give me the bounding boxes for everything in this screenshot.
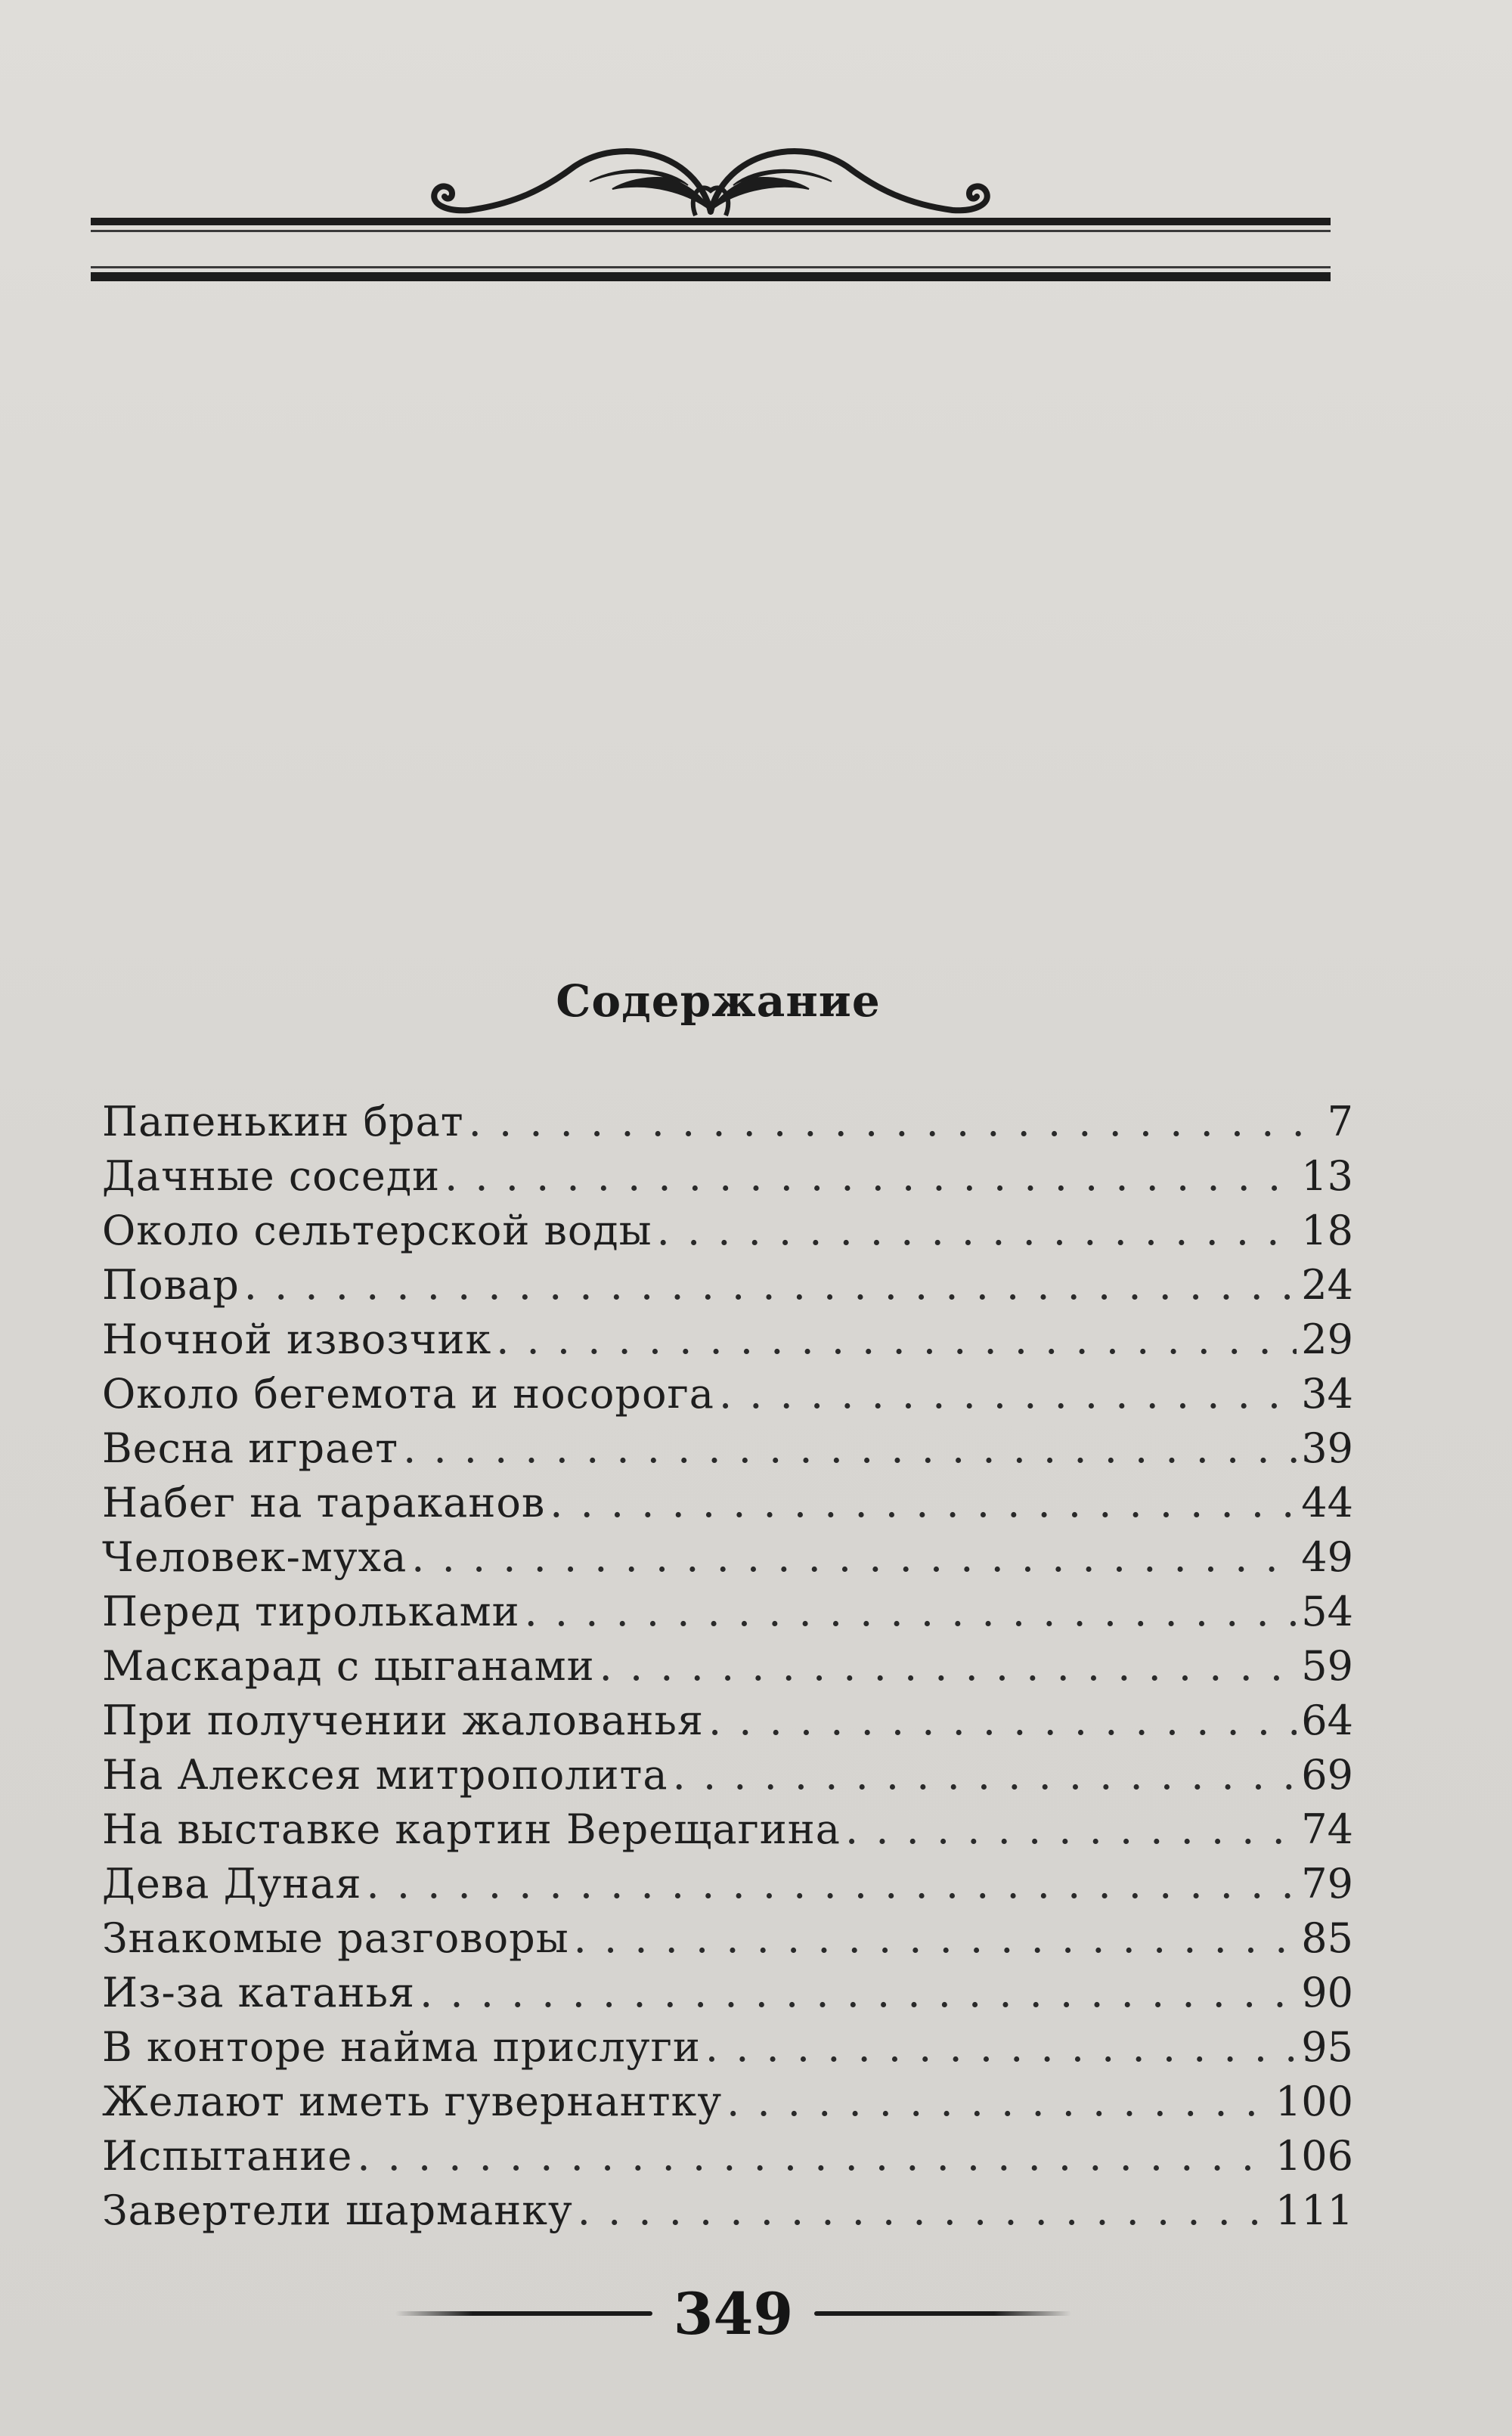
toc-entry-title: Человек-муха: [102, 1533, 407, 1581]
toc-entry-page: 39: [1301, 1424, 1353, 1472]
toc-entry-title: На выставке картин Верещагина: [102, 1805, 841, 1853]
toc-entry-page: 44: [1301, 1479, 1353, 1526]
toc-entry-title: Повар: [102, 1261, 240, 1309]
toc-leader-dots: [357, 2129, 1271, 2183]
toc-entry-page: 59: [1301, 1642, 1353, 1690]
toc-entry-title: Дева Дуная: [102, 1860, 362, 1908]
toc-entry-title: Около бегемота и носорога: [102, 1370, 714, 1418]
toc-entry-title: Перед тирольками: [102, 1588, 520, 1635]
toc-entry-title: Дачные соседи: [102, 1152, 441, 1200]
toc-entry-page: 100: [1275, 2078, 1353, 2125]
footer-rule-right: [814, 2311, 1071, 2316]
toc-leader-dots: [445, 1149, 1297, 1204]
toc-leader-dots: [673, 1748, 1297, 1802]
toc-leader-dots: [496, 1313, 1297, 1367]
toc-leader-dots: [469, 1095, 1303, 1149]
toc-entry-title: Ночной извозчик: [102, 1316, 492, 1363]
toc-entry-page: 7: [1327, 1098, 1353, 1145]
toc-leader-dots: [719, 1367, 1297, 1421]
toc-entry-title: Желают иметь гувернантку: [102, 2078, 723, 2125]
toc-entry-title: Около сельтерской воды: [102, 1207, 652, 1254]
page-title: Содержание: [556, 975, 881, 1027]
toc-entry[interactable]: [102, 1639, 1353, 1694]
toc-leader-dots: [411, 1530, 1297, 1585]
toc-leader-dots: [708, 1694, 1297, 1748]
toc-entry-title: Маскарад с цыганами: [102, 1642, 595, 1690]
toc-entry-page: 29: [1301, 1316, 1353, 1363]
toc-entry[interactable]: [102, 2020, 1353, 2075]
header-rule-bottom: [91, 272, 1331, 281]
toc-entry[interactable]: [102, 1476, 1353, 1530]
toc-leader-dots: [845, 1802, 1297, 1857]
toc-entry-title: Из-за катанья: [102, 1969, 416, 2016]
toc-leader-dots: [578, 2183, 1271, 2238]
toc-entry[interactable]: [102, 1367, 1353, 1421]
toc-leader-dots: [600, 1639, 1297, 1694]
toc-leader-dots: [657, 1204, 1297, 1258]
toc-entry-page: 24: [1301, 1261, 1353, 1309]
toc-leader-dots: [727, 2075, 1271, 2129]
toc-leader-dots: [420, 1966, 1297, 2020]
toc-leader-dots: [525, 1585, 1297, 1639]
toc-entry-page: 111: [1275, 2187, 1353, 2234]
toc-entry-page: 34: [1301, 1370, 1353, 1418]
toc-entry-page: 64: [1301, 1697, 1353, 1744]
toc-entry-page: 85: [1301, 1914, 1353, 1962]
toc-entry[interactable]: [102, 1694, 1353, 1748]
toc-entry-page: 18: [1301, 1207, 1353, 1254]
page-footer: [393, 2276, 1074, 2351]
toc-entry-page: 13: [1301, 1152, 1353, 1200]
toc-entry-page: 69: [1301, 1751, 1353, 1799]
header-rule-top: [91, 218, 1331, 225]
toc-entry[interactable]: [102, 1258, 1353, 1313]
toc-entry[interactable]: [102, 1421, 1353, 1476]
toc-leader-dots: [403, 1421, 1297, 1476]
toc-entry-title: Набег на тараканов: [102, 1479, 546, 1526]
toc-entry[interactable]: [102, 1149, 1353, 1204]
toc-entry[interactable]: [102, 1802, 1353, 1857]
toc-entry[interactable]: [102, 1911, 1353, 1966]
toc-entry-page: 49: [1301, 1533, 1353, 1581]
toc-entry-title: Завертели шарманку: [102, 2187, 573, 2234]
toc-entry[interactable]: [102, 2183, 1353, 2238]
toc-leader-dots: [244, 1258, 1297, 1313]
toc-entry-title: При получении жалованья: [102, 1697, 704, 1744]
toc-entry-page: 106: [1275, 2132, 1353, 2180]
toc-leader-dots: [705, 2020, 1297, 2075]
toc-entry-title: Весна играет: [102, 1424, 399, 1472]
toc-entry-title: В конторе найма прислуги: [102, 2023, 701, 2071]
toc-entry-page: 95: [1301, 2023, 1353, 2071]
toc-entry-page: 90: [1301, 1969, 1353, 2016]
toc-entry[interactable]: [102, 1966, 1353, 2020]
toc-entry[interactable]: [102, 1857, 1353, 1911]
toc-entry[interactable]: [102, 1313, 1353, 1367]
toc-entry[interactable]: [102, 1204, 1353, 1258]
page-number: 349: [673, 2279, 794, 2348]
toc-leader-dots: [550, 1476, 1297, 1530]
header-rule-bottom-thin: [91, 266, 1331, 268]
toc-entry[interactable]: [102, 1095, 1353, 1149]
toc-leader-dots: [367, 1857, 1297, 1911]
toc-entry[interactable]: [102, 1530, 1353, 1585]
header-ornament: [91, 121, 1331, 302]
toc-entry[interactable]: [102, 2075, 1353, 2129]
toc-entry-title: Испытание: [102, 2132, 353, 2180]
toc-entry-page: 54: [1301, 1588, 1353, 1635]
table-of-contents: [102, 1095, 1353, 2238]
toc-entry-title: Папенькин брат: [102, 1098, 464, 1145]
toc-entry-page: 74: [1301, 1805, 1353, 1853]
toc-entry-page: 79: [1301, 1860, 1353, 1908]
toc-leader-dots: [574, 1911, 1297, 1966]
toc-entry[interactable]: [102, 1748, 1353, 1802]
toc-entry-title: Знакомые разговоры: [102, 1914, 569, 1962]
footer-rule-left: [395, 2311, 652, 2316]
header-rule-top-thin: [91, 230, 1331, 232]
toc-entry[interactable]: [102, 1585, 1353, 1639]
toc-entry[interactable]: [102, 2129, 1353, 2183]
toc-entry-title: На Алексея митрополита: [102, 1751, 668, 1799]
